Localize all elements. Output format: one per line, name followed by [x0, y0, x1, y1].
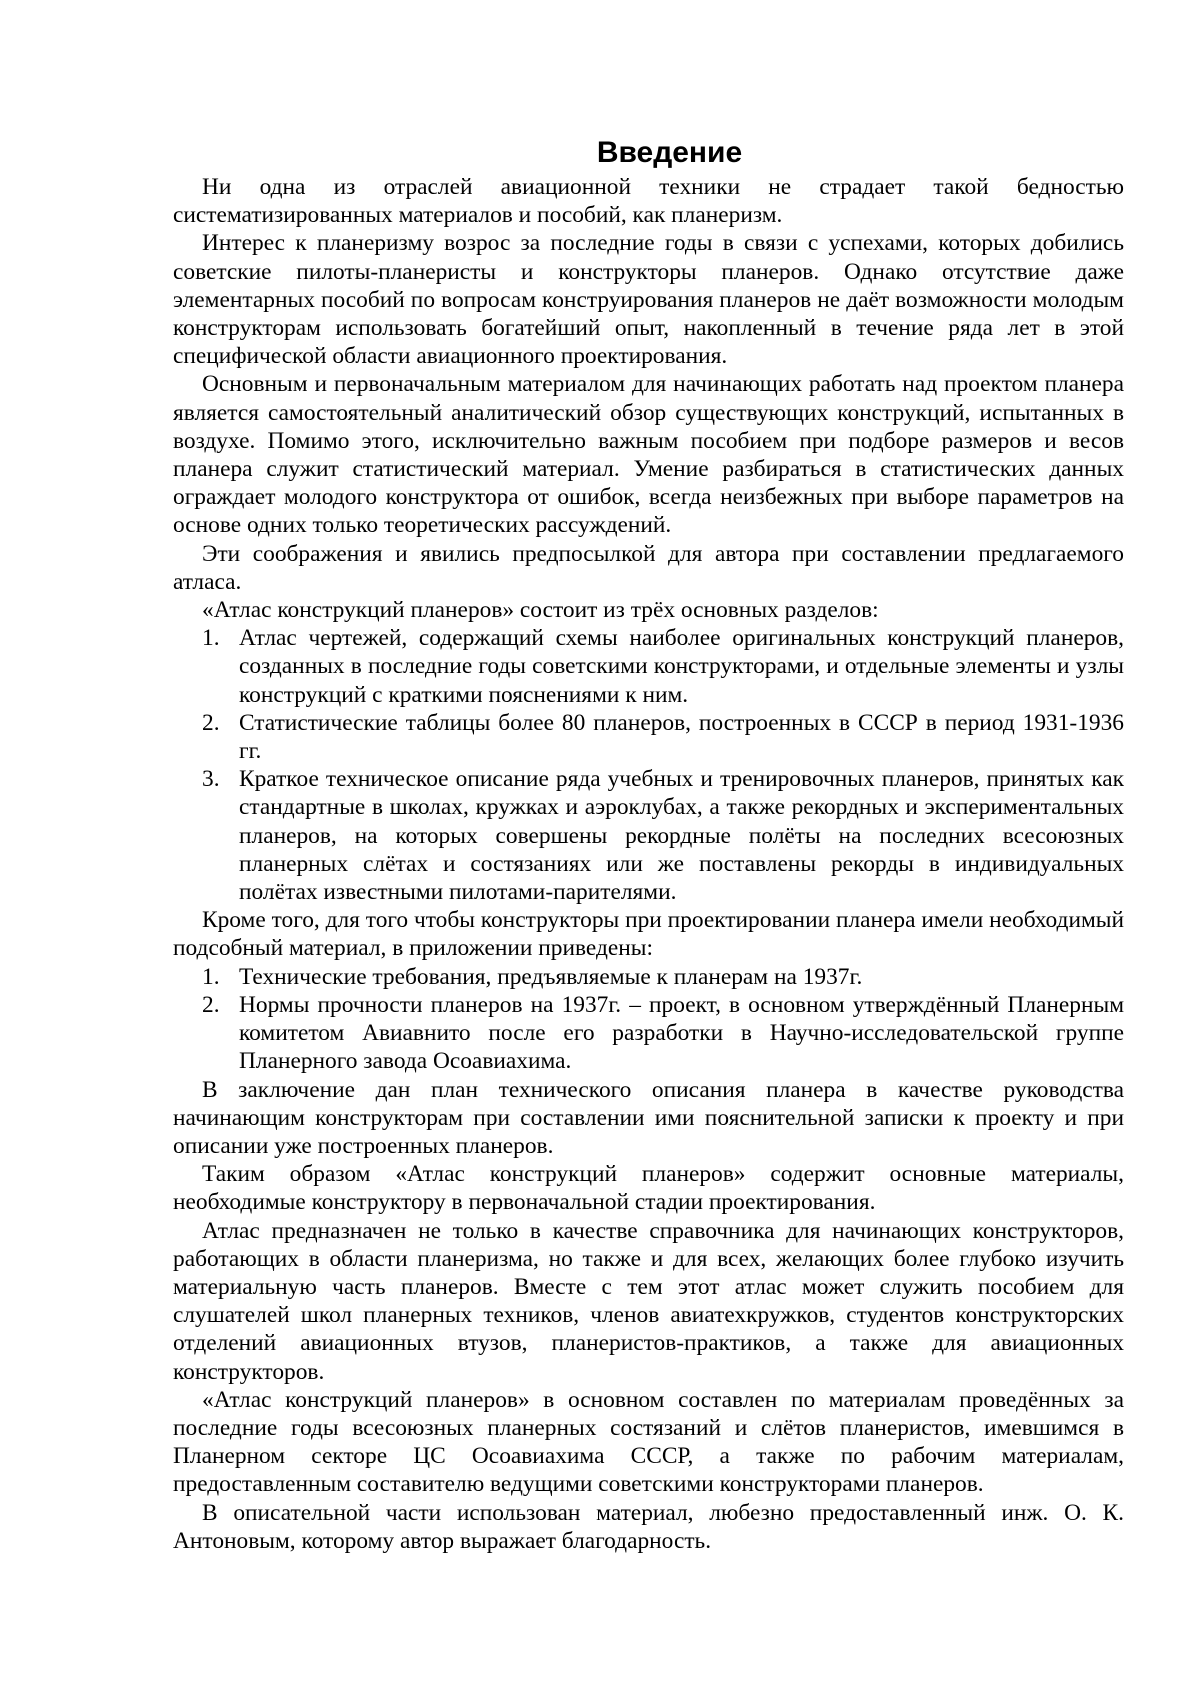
list-item-number: 2. — [202, 709, 220, 736]
list-item-number: 2. — [202, 991, 220, 1018]
list-item-text: Атлас чертежей, содержащий схемы наиболее оригинальных конструкций планеров, созданных в последние годы советскими конструкторами, и отдельные элементы и узлы конструкций с краткими пояснениями к ним. — [239, 625, 1124, 708]
paragraph-10: «Атлас конструкций планеров» в основном составлен по материалам проведённых за последние годы всесоюзных планерных состязаний и слётов планеристов, имевшимся в Планерном секторе ЦС Осоавиахима СССР, а также по рабочим материалам, предоставленным составителю ведущими советскими конструкторами планеров. — [173, 1386, 1124, 1498]
list-item — [173, 963, 1124, 991]
list-item-number: 3. — [202, 766, 220, 793]
paragraph-2: Интерес к планеризму возрос за последние годы в связи с успехами, которых добились советские пилоты-планеристы и конструкторы планеров. Однако отсутствие даже элементарных пособий по вопросам конструирования планеров не даёт возможности молодым конструкторам использовать богатейший опыт, накопленный в течение ряда лет в этой специфической области авиационного проектирования. — [173, 230, 1124, 370]
list-item-text: Нормы прочности планеров на 1937г. – проект, в основном утверждённый Планерным комитетом Авиавнито после его разработки в Научно-исследовательской группе Планерного завода Осоавиахима. — [239, 991, 1124, 1075]
list-item-number: 1. — [202, 625, 220, 652]
list-item — [173, 709, 1124, 765]
list-item-text: Технические требования, предъявляемые к планерам на 1937г. — [239, 963, 863, 990]
paragraph-8: Таким образом «Атлас конструкций планеров» содержит основные материалы, необходимые конструктору в первоначальной стадии проектирования. — [173, 1161, 1124, 1216]
document-page — [173, 133, 1124, 1555]
paragraph-5: «Атлас конструкций планеров» состоит из трёх основных разделов: — [202, 597, 879, 624]
paragraph-9: Атлас предназначен не только в качестве справочника для начинающих конструкторов, работающих в области планеризма, но также и для всех, желающих более глубоко изучить материальную часть планеров. Вместе с тем этот атлас может служить пособием для слушателей школ планерных техников, членов авиатехкружков, студентов конструкторских отделений авиационных втузов, планеристов-практиков, а также для авиационных конструкторов. — [173, 1217, 1124, 1385]
paragraph-4: Эти соображения и явились предпосылкой для автора при составлении предлагаемого атласа. — [173, 540, 1124, 595]
appendix-list — [173, 963, 1124, 1076]
list-item — [173, 765, 1124, 906]
paragraph-3: Основным и первоначальным материалом для начинающих работать над проектом планера является самостоятельный аналитический обзор существующих конструкций, испытанных в воздухе. Помимо этого, исключительно важным пособием при подборе размеров и весов планера служит статистический материал. Умение разбираться в статистических данных ограждает молодого конструктора от ошибок, всегда неизбежных при выборе параметров на основе одних только теоретических рассуждений. — [173, 371, 1124, 539]
list-item-text: Краткое техническое описание ряда учебных и тренировочных планеров, принятых как стандартные в школах, кружках и аэроклубах, а также рекордных и экспериментальных планеров, на которых совершены рекордные полёты на последних всесоюзных планерных слётах и состязаниях или же поставлены рекорды в индивидуальных полётах известными пилотами-парителями. — [239, 766, 1124, 906]
paragraph-6: Кроме того, для того чтобы конструкторы при проектировании планера имели необходимый подсобный материал, в приложении приведены: — [173, 907, 1124, 962]
paragraph-7: В заключение дан план технического описания планера в качестве руководства начинающим конструкторам при составлении ими пояснительной записки к проекту и при описании уже построенных планеров. — [173, 1076, 1124, 1159]
list-item — [173, 991, 1124, 1076]
paragraph-11: В описательной части использован материал, любезно предоставленный инж. О. К. Антоновым, которому автор выражает благодарность. — [173, 1499, 1124, 1554]
list-item-number: 1. — [202, 963, 220, 990]
page-title: Введение — [596, 136, 743, 169]
paragraph-1: Ни одна из отраслей авиационной техники не страдает такой бедностью систематизированных материалов и пособий, как планеризм. — [173, 174, 1124, 229]
sections-list — [173, 624, 1124, 906]
list-item-text: Статистические таблицы более 80 планеров, построенных в СССР в период 1931-1936 гг. — [239, 709, 1124, 765]
list-item — [173, 624, 1124, 709]
